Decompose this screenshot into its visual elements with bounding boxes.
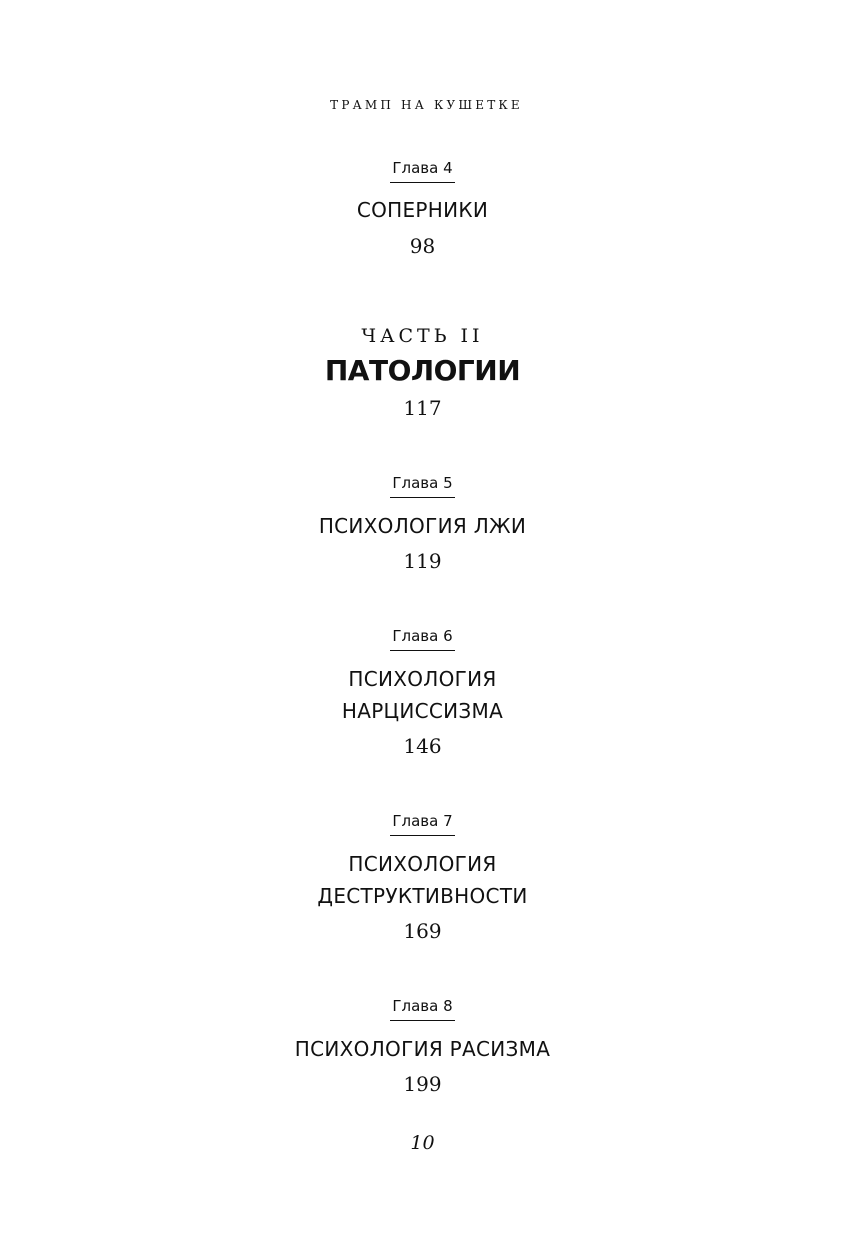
- folio-page-number: 10: [410, 1132, 435, 1154]
- chapter-title: СОПЕРНИКИ: [356, 198, 489, 222]
- part-label: ЧАСТЬ II: [361, 325, 484, 347]
- chapter-title-line-2: НАРЦИССИЗМА: [341, 699, 504, 723]
- chapter-title: ПСИХОЛОГИЯ РАСИЗМА: [294, 1037, 551, 1061]
- toc-entry-ch8-label: [0, 996, 845, 1021]
- toc-entry-ch5-label: [0, 473, 845, 498]
- chapter-title-line-1: ПСИХОЛОГИЯ: [348, 852, 497, 876]
- page-number-ref: 146: [403, 734, 442, 758]
- chapter-title: ПСИХОЛОГИЯ ЛЖИ: [318, 514, 527, 538]
- page-number-ref: 117: [403, 396, 442, 420]
- chapter-title-line-2: ДЕСТРУКТИВНОСТИ: [317, 884, 528, 908]
- chapter-label: Глава 5: [390, 473, 454, 498]
- part-title: ПАТОЛОГИИ: [324, 354, 521, 387]
- chapter-label: Глава 4: [390, 158, 454, 183]
- chapter-label: Глава 7: [390, 811, 454, 836]
- page-number-ref: 119: [403, 549, 442, 573]
- page-number-ref: 98: [409, 234, 436, 258]
- chapter-title-line-1: ПСИХОЛОГИЯ: [348, 667, 497, 691]
- toc-entry-ch7-label: [0, 811, 845, 836]
- chapter-label: Глава 8: [390, 996, 454, 1021]
- running-head: ТРАМП НА КУШЕТКЕ: [330, 98, 523, 112]
- toc-entry-ch6-label: [0, 626, 845, 651]
- page-number-ref: 169: [403, 919, 442, 943]
- page-number-ref: 199: [403, 1072, 442, 1096]
- toc-entry-ch4-label: [0, 158, 845, 183]
- chapter-label: Глава 6: [390, 626, 454, 651]
